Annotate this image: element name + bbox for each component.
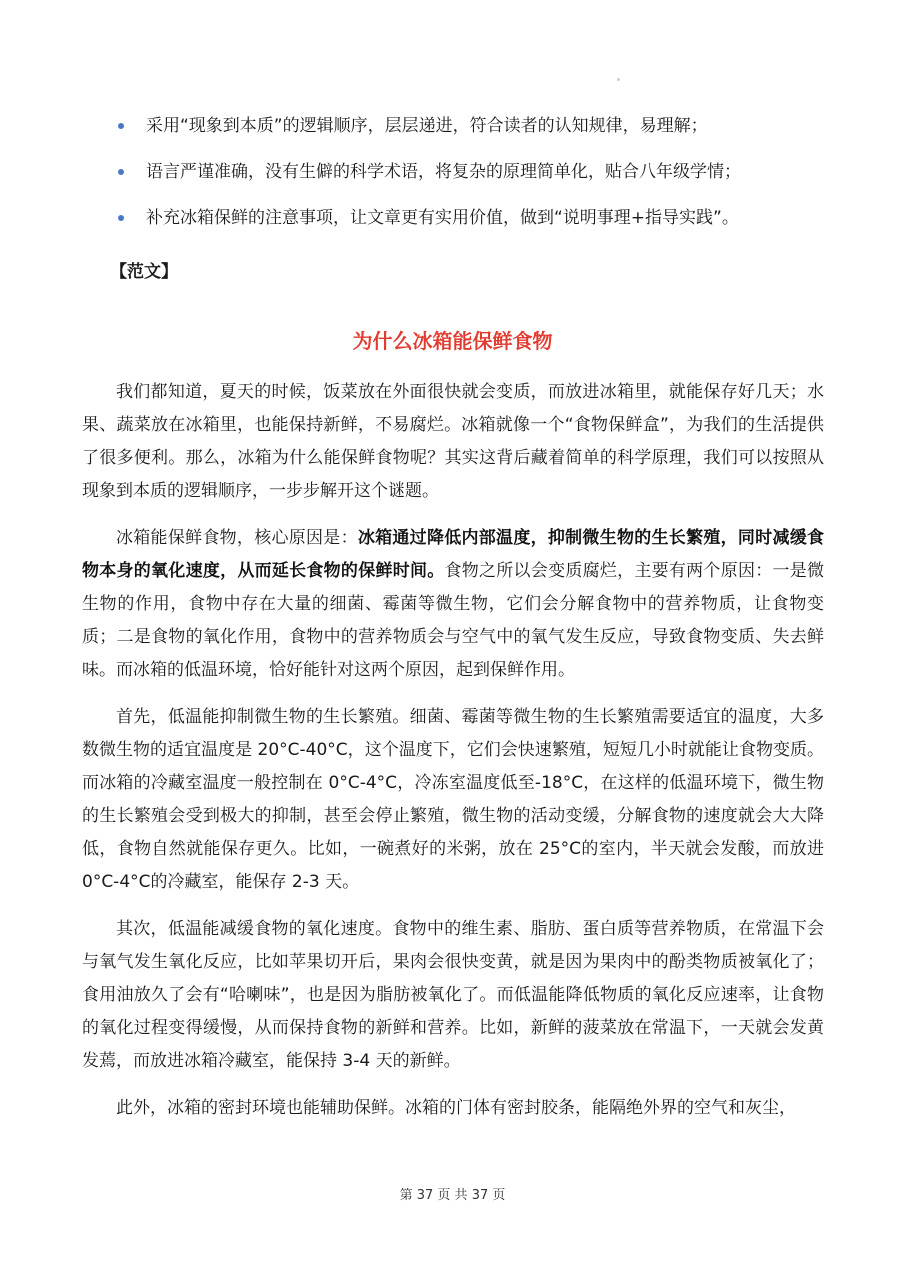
paragraph-sealing: 此外，冰箱的密封环境也能辅助保鲜。冰箱的门体有密封胶条，能隔绝外界的空气和灰尘， xyxy=(116,1098,796,1118)
list-item xyxy=(118,112,838,140)
core-reason-emphasis: 冰箱通过降低内部温度，抑制微生物的生长繁殖，同时减缓食物本身的氧化速度，从而延长食物的保鲜时间。 xyxy=(82,528,825,581)
footer-suffix: 页 xyxy=(492,1188,506,1203)
bullet-text: 语言严谨准确，没有生僻的科学术语，将复杂的原理简单化，贴合八年级学情； xyxy=(146,162,741,182)
article-body xyxy=(82,376,824,1139)
page-number-current: 37 xyxy=(416,1188,434,1203)
paragraph-microbes: 首先，低温能抑制微生物的生长繁殖。细菌、霉菌等微生物的生长繁殖需要适宜的温度，大多数微生物的适宜温度是 20°C-40°C，这个温度下，它们会快速繁殖，短短几小时就能让食物变质。而冰箱的冷藏室温度一般控制在 0°C-4°C，冷冻室温度低至-18°C，在这样的低温环境下，微生物的生长繁殖会受到极大的抑制，甚至会停止繁殖，微生物的活动变缓，分解食物的速度就会大大降低，食物自然就能保存更久。比如，一碗煮好的米粥，放在 25°C的室内，半天就会发酸，而放进 0°C-4°C的冷藏室，能保存 2-3 天。 xyxy=(82,707,824,892)
summary-bullet-list xyxy=(118,112,838,250)
paragraph-core-reason xyxy=(82,522,824,687)
bullet-dot-icon xyxy=(118,123,124,129)
bullet-text: 采用“现象到本质”的逻辑顺序，层层递进，符合读者的认知规律，易理解； xyxy=(146,116,708,136)
page-footer xyxy=(0,1186,905,1206)
bullet-dot-icon xyxy=(118,169,124,175)
article-title: 为什么冰箱能保鲜食物 xyxy=(352,329,553,353)
bullet-text: 补充冰箱保鲜的注意事项，让文章更有实用价值，做到“说明事理+指导实践”。 xyxy=(146,208,739,228)
paragraph-intro: 我们都知道，夏天的时候，饭菜放在外面很快就会变质，而放进冰箱里，就能保存好几天；水果、蔬菜放在冰箱里，也能保持新鲜，不易腐烂。冰箱就像一个“食物保鲜盒”，为我们的生活提供了很多便利。那么，冰箱为什么能保鲜食物呢？其实这背后藏着简单的科学原理，我们可以按照从现象到本质的逻辑顺序，一步步解开这个谜题。 xyxy=(82,382,824,501)
footer-prefix: 第 xyxy=(399,1188,413,1203)
footer-middle: 页 共 xyxy=(437,1188,468,1203)
scan-speck xyxy=(617,78,620,81)
section-label: 【范文】 xyxy=(110,262,178,282)
bullet-dot-icon xyxy=(118,215,124,221)
list-item xyxy=(118,158,838,186)
list-item xyxy=(118,204,838,232)
core-reason-rest: 食物之所以会变质腐烂，主要有两个原因：一是微生物的作用，食物中存在大量的细菌、霉菌等微生物，它们会分解食物中的营养物质，让食物变质；二是食物的氧化作用，食物中的营养物质会与空气中的氧气发生反应，导致食物变质、失去鲜味。而冰箱的低温环境，恰好能针对这两个原因，起到保鲜作用。 xyxy=(82,561,824,680)
core-reason-lead: 冰箱能保鲜食物，核心原因是： xyxy=(116,528,358,548)
page-number-total: 37 xyxy=(471,1188,489,1203)
paragraph-oxidation: 其次，低温能减缓食物的氧化速度。食物中的维生素、脂肪、蛋白质等营养物质，在常温下会与氧气发生氧化反应，比如苹果切开后，果肉会很快变黄，就是因为果肉中的酚类物质被氧化了；食用油放久了会有“哈喇味”，也是因为脂肪被氧化了。而低温能降低物质的氧化反应速率，让食物的氧化过程变得缓慢，从而保持食物的新鲜和营养。比如，新鲜的菠菜放在常温下，一天就会发黄发蔫，而放进冰箱冷藏室，能保持 3-4 天的新鲜。 xyxy=(82,919,824,1071)
